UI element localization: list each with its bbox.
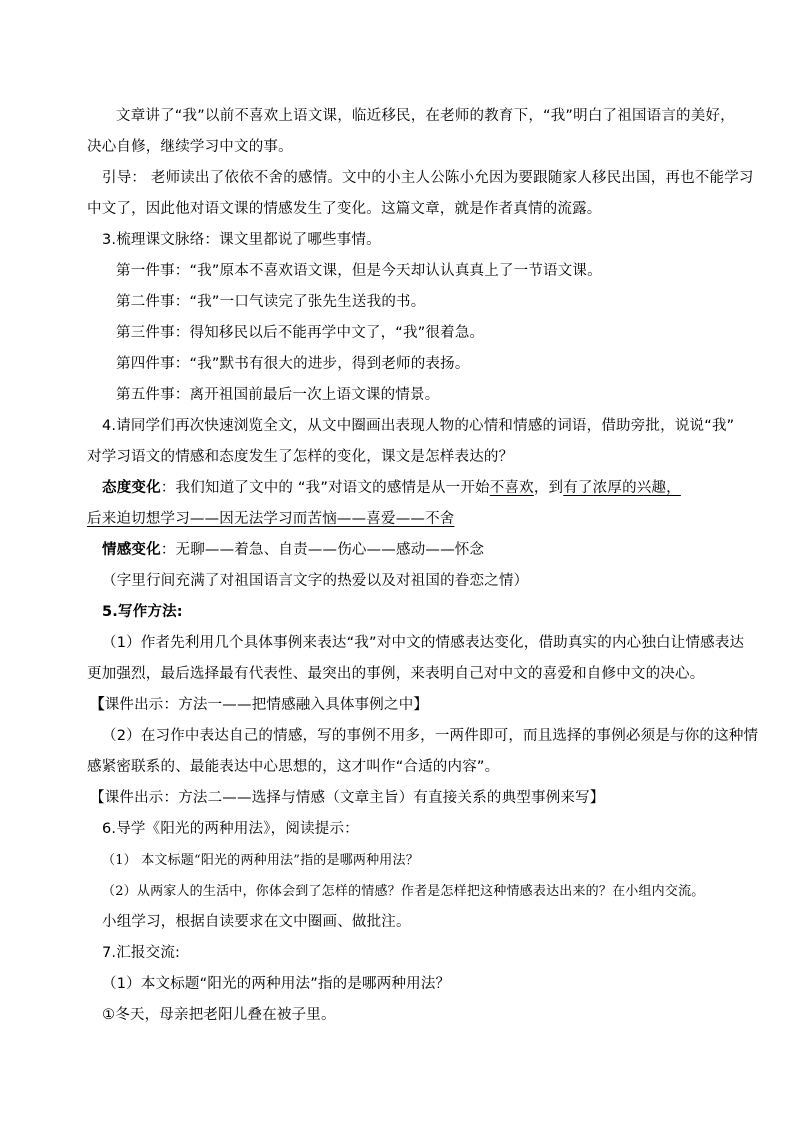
paragraph-line: 小组学习，根据自读要求在文中圈画、做批注。 — [102, 914, 411, 930]
event-item: 第四件事：“我”默书有很大的进步，得到老师的表扬。 — [116, 356, 470, 372]
paragraph-line: （1）作者先利用几个具体事例来表达“我”对中文的情感表达变化，借助真实的内心独白让情感表达 — [102, 635, 745, 651]
attitude-text: ：我们知道了文中的 “我”对语文的感情是从一开始 — [160, 480, 490, 496]
question-line: （1）本文标题“阳光的两种用法”指的是哪两种用法？ — [102, 976, 451, 992]
underlined-phrase: 有了浓厚的兴趣， — [563, 480, 681, 496]
note-line: （字里行间充满了对祖国语言文字的热爱以及对祖国的眷恋之情） — [102, 573, 529, 589]
bracket: 【 — [90, 697, 105, 713]
section-heading: 7.汇报交流: — [102, 945, 181, 961]
attitude-text: ，到 — [533, 480, 564, 496]
event-item: 第三件事：得知移民以后不能再学中文了，“我”很着急。 — [116, 325, 485, 341]
paragraph-line: 中文了，因此他对语文课的情感发生了变化。这篇文章，就是作者真情的流露。 — [87, 201, 602, 217]
paragraph-line: 对学习语文的情感和态度发生了怎样的变化，课文是怎样表达的？ — [87, 449, 514, 465]
answer-line: ①冬天，母亲把老阳儿叠在被子里。 — [102, 1007, 336, 1023]
section-heading: 6.导学《阳光的两种用法》，阅读提示： — [102, 821, 359, 837]
paragraph-line: （2）在习作中表达自己的情感，写的事例不用多，一两件即可，而且选择的事例必须是与你的这种情 — [102, 728, 759, 744]
courseware-note — [90, 695, 428, 715]
emotion-line — [102, 540, 484, 560]
paragraph-line: 文章讲了“我”以前不喜欢上语文课，临近移民，在老师的教育下，“我”明白了祖国语言的美好， — [116, 108, 735, 124]
section-heading: 5.写作方法: — [102, 604, 183, 620]
emotion-text: ：无聊——着急、自责——伤心——感动——怀念 — [160, 542, 485, 558]
attitude-line-2: 后来迫切想学习——因无法学习而苦恼——喜爱——不舍 — [87, 511, 455, 527]
event-item: 第二件事：“我”一口气读完了张先生送我的书。 — [116, 294, 426, 310]
paragraph-line: 引导： 老师读出了依依不舍的感情。文中的小主人公陈小允因为要跟随家人移民出国，再也不能学习 — [102, 170, 754, 186]
attitude-label: 态度变化 — [102, 480, 161, 496]
emotion-label: 情感变化 — [102, 542, 161, 558]
paragraph-line: 更加强烈，最后选择最有代表性、最突出的事例，来表明自己对中文的喜爱和自修中文的决心。 — [87, 666, 705, 682]
event-item: 第一件事：“我”原本不喜欢语文课，但是今天却认认真真上了一节语文课。 — [116, 263, 602, 279]
section-heading: 4.请同学们再次快速浏览全文，从文中圈画出表现人物的心情和情感的词语，借助旁批，说说“我” — [102, 418, 735, 434]
event-item: 第五件事：离开祖国前最后一次上语文课的情景。 — [116, 387, 440, 403]
paragraph-line: 感紧密联系的、最能表达中心思想的，这才叫作“合适的内容”。 — [87, 759, 500, 775]
reading-hint: （2）从两家人的生活中，你体会到了怎样的情感？作者是怎样把这种情感表达出来的？在小组内交流。 — [102, 884, 705, 899]
reading-hint: （1） 本文标题“阳光的两种用法”指的是哪两种用法？ — [102, 853, 419, 868]
courseware-text: 课件出示：方法一——把情感融入具体事例之中】 — [104, 697, 429, 713]
paragraph-line: 决心自修，继续学习中文的事。 — [87, 139, 293, 155]
attitude-line — [102, 478, 681, 498]
courseware-note: 【课件出示：方法二——选择与情感（文章主旨）有直接关系的典型事例来写】 — [90, 790, 605, 806]
underlined-phrase: 不喜欢 — [489, 480, 534, 496]
section-heading: 3.梳理课文脉络：课文里都说了哪些事情。 — [102, 232, 381, 248]
